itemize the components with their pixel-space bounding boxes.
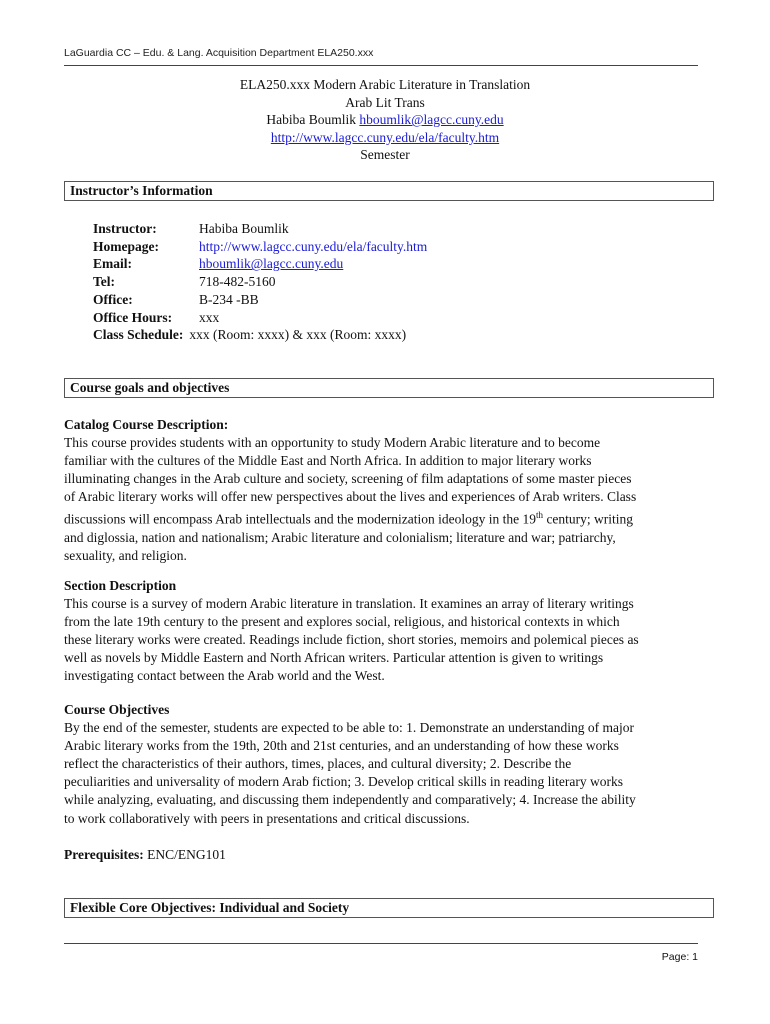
email-value-link[interactable]: hboumlik@lagcc.cuny.edu: [199, 256, 344, 272]
section-line: well as novels by Middle Eastern and North African writers. Particular attention is given to writings: [64, 650, 604, 666]
info-value: Habiba Boumlik: [199, 221, 289, 236]
info-row-office: [93, 291, 427, 309]
section-line: from the late 19th century to the present and explores social, religious, and historical contexts in which: [64, 614, 620, 630]
catalog-line: This course provides students with an opportunity to study Modern Arabic literature and to become: [64, 435, 601, 451]
prereq-label: Prerequisites:: [64, 847, 144, 862]
info-label: Homepage:: [93, 238, 159, 254]
instructor-name: Habiba Boumlik: [266, 112, 356, 128]
section-course-goals: [64, 378, 714, 398]
catalog-line: and diglossia, nation and nationalism; Arabic literature and colonialism; literature and war; patriarchy,: [64, 530, 616, 546]
section-instructor-info: [64, 181, 714, 201]
semester: Semester: [360, 147, 410, 163]
prereq-value: ENC/ENG101: [143, 847, 226, 862]
info-value: 718-482-5160: [199, 274, 276, 290]
info-row-email: [93, 255, 427, 273]
instructor-info-table: [93, 220, 427, 344]
objectives-line: Arabic literary works from the 19th, 20th and 21st centuries, and an understanding of how these works: [64, 738, 619, 754]
section-title: Course goals and objectives: [70, 380, 230, 395]
running-header: LaGuardia CC – Edu. & Lang. Acquisition Department ELA250.xxx: [64, 47, 374, 59]
objectives-line: By the end of the semester, students are expected to be able to: 1. Demonstrate an understanding of major: [64, 720, 635, 736]
info-value: xxx: [199, 309, 220, 325]
section-line: This course is a survey of modern Arabic literature in translation. It examines an array of literary writings: [64, 596, 634, 612]
section-description: [64, 577, 714, 686]
info-label: Tel:: [93, 274, 116, 290]
section-title: Instructor’s Information: [70, 183, 213, 198]
catalog-line: familiar with the cultures of the Middle East and North Africa. In addition to major literary works: [64, 453, 592, 469]
info-row-office-hours: [93, 309, 427, 327]
footer-rule: [64, 943, 698, 944]
catalog-line: of Arabic literary works will offer new perspectives about the lives and experiences of Arab writers. Class: [64, 489, 637, 505]
info-value: B-234 -BB: [199, 291, 259, 307]
objectives-line: to work collaboratively with peers in presentations and critical discussions.: [64, 810, 470, 826]
prerequisites-line: [64, 846, 714, 864]
catalog-line: sexuality, and religion.: [64, 548, 187, 564]
header-rule: [64, 65, 698, 66]
course-objectives: [64, 701, 714, 828]
catalog-line-tail: century; writing: [543, 511, 634, 527]
page-number: Page: 1: [661, 951, 698, 963]
objectives-heading: Course Objectives: [64, 702, 170, 717]
superscript-th: th: [536, 510, 544, 521]
catalog-line: illuminating changes in the Arab culture and society, screening of film adaptations of some master pieces: [64, 471, 632, 487]
section-flexible-core: [64, 898, 714, 918]
short-title: Arab Lit Trans: [345, 94, 425, 110]
course-title: ELA250.xxx Modern Arabic Literature in Translation: [239, 77, 531, 92]
section-description-heading: Section Description: [64, 578, 177, 593]
info-row-class-schedule: [93, 326, 427, 344]
section-line: these literary works were created. Readings include fiction, short stories, memoirs and polemical pieces as: [64, 632, 639, 648]
objectives-line: while analyzing, evaluating, and discussing them independently and comparatively; 4. Increase the ability: [64, 792, 636, 808]
info-label: Instructor:: [93, 221, 157, 236]
info-label: Email:: [93, 256, 132, 272]
info-label: Office:: [93, 291, 133, 307]
catalog-heading: Catalog Course Description:: [64, 417, 229, 432]
catalog-description: [64, 416, 714, 565]
info-row-instructor: [93, 220, 427, 238]
catalog-line-text: discussions will encompass Arab intellectuals and the modernization ideology in the 19: [64, 511, 537, 527]
objectives-line: reflect the characteristics of their authors, times, places, and cultural diversity; 2. Describe the: [64, 756, 572, 772]
title-block: [64, 76, 706, 164]
info-label: Class Schedule:: [93, 327, 184, 343]
section-line: investigating contact between the Arab world and the West.: [64, 668, 385, 684]
info-label: Office Hours:: [93, 309, 173, 325]
homepage-value-link[interactable]: http://www.lagcc.cuny.edu/ela/faculty.htm: [199, 238, 428, 254]
objectives-line: peculiarities and universality of modern Arab fiction; 3. Develop critical skills in reading literary works: [64, 774, 623, 790]
instructor-email-link[interactable]: hboumlik@lagcc.cuny.edu: [359, 112, 504, 128]
homepage-link[interactable]: http://www.lagcc.cuny.edu/ela/faculty.htm: [270, 129, 500, 145]
prerequisites: [64, 846, 714, 864]
section-title: Flexible Core Objectives: Individual and Society: [70, 900, 350, 915]
info-row-homepage: [93, 238, 427, 256]
instructor-line: [64, 111, 706, 129]
info-row-tel: [93, 273, 427, 291]
info-value: xxx (Room: xxxx) & xxx (Room: xxxx): [189, 327, 407, 343]
catalog-line: [64, 506, 714, 529]
